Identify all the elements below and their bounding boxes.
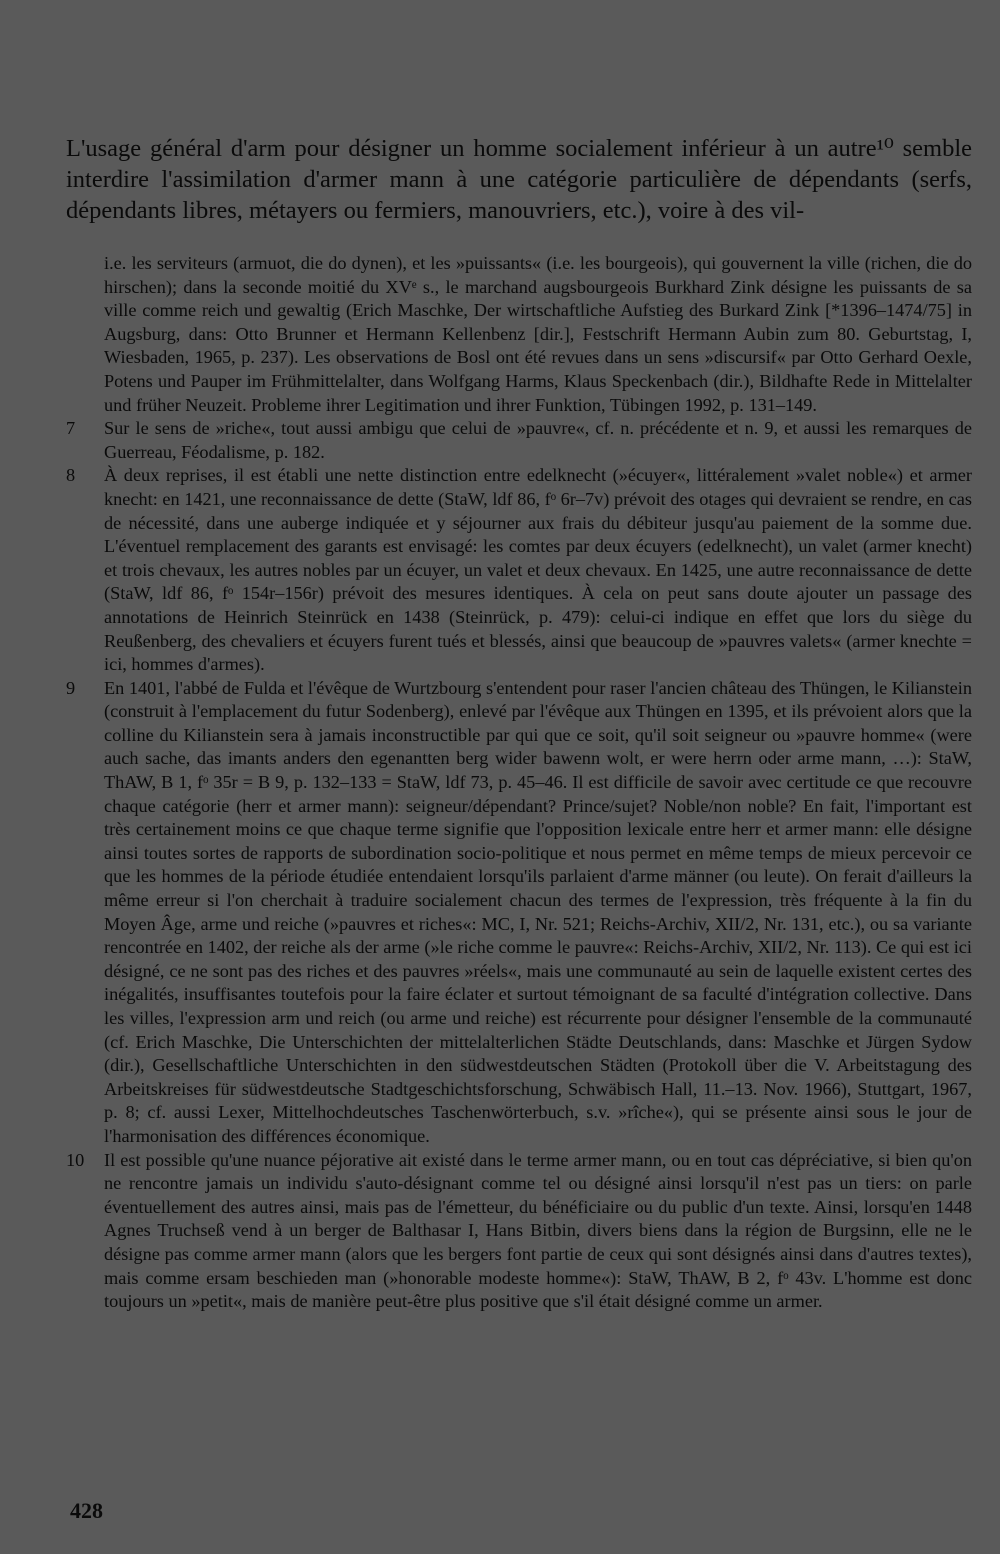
footnote-text: Sur le sens de »riche«, tout aussi ambigu que celui de »pauvre«, cf. n. précédente et n. 9, et aussi les remarques de Guerreau, Féodalisme, p. 182. bbox=[104, 418, 972, 462]
footnote-7 bbox=[66, 417, 972, 464]
footnote-number: 7 bbox=[66, 418, 76, 439]
footnote-text: En 1401, l'abbé de Fulda et l'évêque de Wurtzbourg s'entendent pour raser l'ancien château des Thüngen, le Kilianstein (construit à l'emplacement du futur Sodenberg), enlevé par l'évêque aux Thüngen en 1395, et ils prévoient alors que la colline du Kilianstein sera à jamais inconstructible par qui que ce soit, qu'il soit seigneur ou »pauvre homme« (were auch sache, das imants anders den egenantten berg wider bawenn wolt, er were herrn oder arme mann, …): StaW, ThAW, B 1, fᵒ 35r = B 9, p. 132–133 = StaW, ldf 73, p. 45–46. Il est difficile de savoir avec certitude ce que recouvre chaque catégorie (herr et armer mann): seigneur/dépendant? Prince/sujet? Noble/non noble? En fait, l'important est très certainement moins ce que chaque terme signifie que l'opposition lexicale entre herr et armer mann: elle désigne ainsi toutes sortes de rapports de subordination socio-politique et nous permet en même temps de mieux percevoir ce que les hommes de la période étudiée entendaient lorsqu'ils parlaient d'arme männer (ou leute). On ferait d'ailleurs la même erreur si l'on cherchait à traduire socialement chacun des termes de l'expression, très fréquente à la fin du Moyen Âge, arme und reiche (»pauvres et riches«: MC, I, Nr. 521; Reichs-Archiv, XII/2, Nr. 131, etc.), ou sa variante rencontrée en 1402, der reiche als der arme (»le riche comme le pauvre«: Reichs-Archiv, XII/2, Nr. 113). Ce qui est ici désigné, ce ne sont pas des riches et des pauvres »réels«, mais une communauté au sein de laquelle existent certes des inégalités, insuffisantes toutefois pour la faire éclater et surtout témoignant de sa faculté d'intégration collective. Dans les villes, l'expression arm und reich (ou arme und reiche) est récurrente pour désigner l'ensemble de la communauté (cf. Erich Maschke, Die Unterschichten der mittelalterlichen Städte Deutschlands, dans: Maschke et Jürgen Sydow (dir.), Gesellschaftliche Unterschichten in den südwestdeutschen Städten (Protokoll über die V. Arbeitstagung des Arbeitskreises für südwestdeutsche Stadtgeschichtsforschung, Schwäbisch Hall, 11.–13. Nov. 1966), Stuttgart, 1967, p. 8; cf. aussi Lexer, Mittelhochdeutsches Taschenwörterbuch, s.v. »rîche«), qui se présente ainsi sous le jour de l'harmonisation des différences économique. bbox=[104, 677, 972, 1146]
page-number: 428 bbox=[70, 1498, 103, 1523]
footnote-9 bbox=[66, 677, 972, 1149]
footnote-number: 10 bbox=[66, 1149, 85, 1170]
footnote-8 bbox=[66, 464, 972, 676]
footnote-number: 9 bbox=[66, 677, 76, 698]
footnote-continuation bbox=[66, 252, 972, 417]
body-paragraph: L'usage général d'arm pour désigner un homme socialement inférieur à un autre¹⁰ semble interdire l'assimilation d'armer mann à une catégorie particulière de dépendants (serfs, dépendants libres, métayers ou fermiers, manouvriers, etc.), voire à des vil- bbox=[66, 134, 972, 224]
footnote-number: 8 bbox=[66, 465, 76, 486]
footnote-10 bbox=[66, 1149, 972, 1314]
footnote-text: Il est possible qu'une nuance péjorative ait existé dans le terme armer mann, ou en tout cas dépréciative, si bien qu'on ne rencontre jamais un individu s'auto-désignant comme tel ou désigné ainsi lorsqu'il n'est pas un tiers: on parle éventuellement des autres ainsi, mais pas de l'émetteur, du bénéficiaire ou du public d'un texte. Ainsi, lorsqu'en 1448 Agnes Truchseß vend à un berger de Balthasar I, Hans Bitbin, divers biens dans la région de Burgsinn, elle ne le désigne pas comme armer mann (alors que les bergers font partie de ceux qui sont désignés ainsi dans d'autres textes), mais comme ersam beschieden man (»honorable modeste homme«): StaW, ThAW, B 2, fᵒ 43v. L'homme est donc toujours un »petit«, mais de manière peut-être plus positive que s'il était désigné comme un armer. bbox=[104, 1149, 972, 1312]
footnote-text: i.e. les serviteurs (armuot, die do dynen), et les »puissants« (i.e. les bourgeois), qui gouvernent la ville (richen, die do hirschen); dans la seconde moitié du XVᵉ s., le marchand augsbourgeois Burkhard Zink désigne les puissants de sa ville comme reich und gewaltig (Erich Maschke, Der wirtschaftliche Aufstieg des Burkard Zink [*1396–1474/75] in Augsburg, dans: Otto Brunner et Hermann Kellenbenz [dir.], Festschrift Hermann Aubin zum 80. Geburtstag, I, Wiesbaden, 1965, p. 237). Les observations de Bosl ont été revues dans un sens »discursif« par Otto Gerhard Oexle, Potens und Pauper im Frühmittelalter, dans Wolfgang Harms, Klaus Speckenbach (dir.), Bildhafte Rede in Mittelalter und früher Neuzeit. Probleme ihrer Legitimation und ihrer Funktion, Tübingen 1992, p. 131–149. bbox=[104, 253, 972, 415]
footnote-text: À deux reprises, il est établi une nette distinction entre edelknecht (»écuyer«, littéralement »valet noble«) et armer knecht: en 1421, une reconnaissance de dette (StaW, ldf 86, fᵒ 6r–7v) prévoit des otages qui devraient se rendre, en cas de nécessité, dans une auberge indiquée et y séjourner aux frais du débiteur jusqu'au paiement de la somme due. L'éventuel remplacement des garants est envisagé: les comtes par deux écuyers (edelknecht), un valet (armer knecht) et trois chevaux, les autres nobles par un écuyer, un valet et deux chevaux. En 1425, une autre reconnaissance de dette (StaW, ldf 86, fᵒ 154r–156r) prévoit des mesures identiques. À cela on peut sans doute ajouter un passage des annotations de Heinrich Steinrück en 1438 (Steinrück, p. 479): celui-ci indique en effet que lors du siège du Reußenberg, des chevaliers et écuyers furent tués et blessés, ainsi que beaucoup de »pauvres valets« (armer knechte = ici, hommes d'armes). bbox=[104, 465, 972, 675]
footnotes bbox=[66, 252, 972, 1314]
